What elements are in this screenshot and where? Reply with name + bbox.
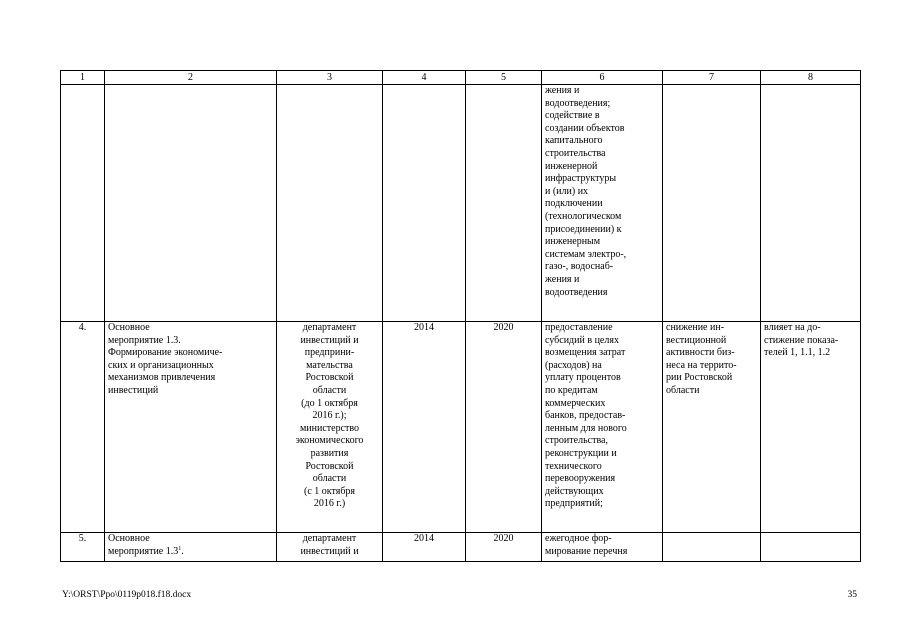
- table-row: [61, 322, 861, 533]
- file-path-footer: Y:\ORST\Ppo\0119p018.f18.docx: [62, 590, 192, 600]
- consequences-cell: [663, 85, 761, 322]
- event-cell: [105, 533, 277, 562]
- table-row: [61, 533, 861, 562]
- end-year-cell: 2020: [466, 533, 542, 562]
- header-cell: 5: [466, 71, 542, 85]
- end-year-cell: 2020: [466, 322, 542, 533]
- end-year-cell: [466, 85, 542, 322]
- header-cell: 3: [277, 71, 383, 85]
- event-text: Основное мероприятие 1.3: [108, 533, 179, 557]
- event-cell: [105, 85, 277, 322]
- start-year-cell: 2014: [383, 322, 466, 533]
- row-number-cell: [61, 85, 105, 322]
- executor-cell: департамент инвестиций и: [277, 533, 383, 562]
- header-cell: 2: [105, 71, 277, 85]
- program-table: [60, 70, 861, 562]
- executor-cell: [277, 85, 383, 322]
- row-number-cell: 5.: [61, 533, 105, 562]
- header-cell: 6: [542, 71, 663, 85]
- event-cell: Основное мероприятие 1.3. Формирование экономиче- ских и организационных механизмов привлечения инвестиций: [105, 322, 277, 533]
- header-cell: 7: [663, 71, 761, 85]
- start-year-cell: [383, 85, 466, 322]
- result-cell: ежегодное фор- мирование перечня: [542, 533, 663, 562]
- result-cell: жения и водоотведения; содействие в создании объектов капитального строительства инженерной инфраструктуры и (или) их подключении (технологическом присоединении) к инженерным системам электро-, газо-, водоснаб- жения и водоотведения: [542, 85, 663, 322]
- table-row: [61, 85, 861, 322]
- row-number-cell: 4.: [61, 322, 105, 533]
- indicator-link-cell: влияет на до- стижение показа- телей 1, 1.1, 1.2: [761, 322, 861, 533]
- page-number: 35: [847, 590, 857, 600]
- executor-cell: департамент инвестиций и предприни- мательства Ростовской области (до 1 октября 2016 г.); министерство экономического развития Ростовской области (с 1 октября 2016 г.): [277, 322, 383, 533]
- result-cell: предоставление субсидий в целях возмещения затрат (расходов) на уплату процентов по кредитам коммерческих банков, предостав- ленным для нового строительства, реконструкции и технического перевооружения действующих предприятий;: [542, 322, 663, 533]
- header-row: [61, 71, 861, 85]
- header-cell: 4: [383, 71, 466, 85]
- indicator-link-cell: [761, 533, 861, 562]
- header-cell: 8: [761, 71, 861, 85]
- consequences-cell: [663, 533, 761, 562]
- start-year-cell: 2014: [383, 533, 466, 562]
- event-text-tail: .: [181, 545, 184, 557]
- footnote-marker: 1: [178, 545, 182, 552]
- indicator-link-cell: [761, 85, 861, 322]
- consequences-cell: снижение ин- вестиционной активности биз- неса на террито- рии Ростовской области: [663, 322, 761, 533]
- header-cell: 1: [61, 71, 105, 85]
